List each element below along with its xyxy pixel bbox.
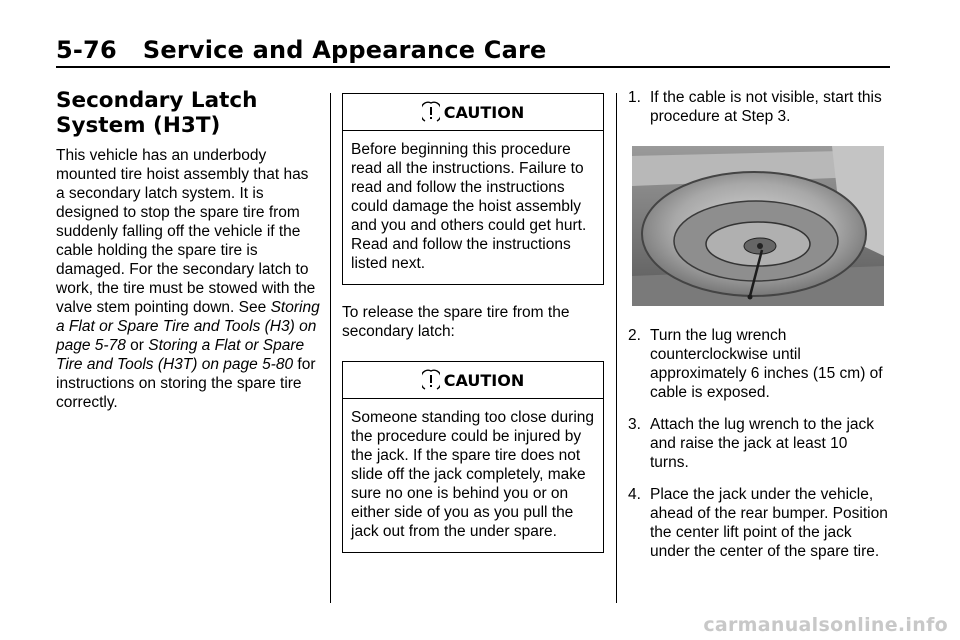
page-number: 5-76 [56,36,117,64]
watermark: carmanualsonline.info [703,614,948,636]
caution-label: CAUTION [443,370,525,390]
column-divider-right [616,93,617,603]
step-number: 4. [628,486,641,503]
intro-text: This vehicle has an underbody mounted tire hoist assembly that has a secondary latch system. It is designed to stop the spare tire from suddenly falling off the vehicle if the cable holding the spare tire is damaged. For the secondary latch to work, the tire must be stowed with the valve stem pointing down. [56,147,316,316]
step-text: Place the jack under the vehicle, ahead of the rear bumper. Position the center lift point of the jack under the center of the spare tire. [650,486,888,560]
step-number: 2. [628,327,641,344]
spare-tire-illustration [632,146,884,306]
chapter-title: Service and Appearance Care [142,36,547,64]
see-word: See [238,299,267,316]
page-header [56,36,547,64]
or-word: or [130,337,144,354]
step-item [628,485,890,561]
warning-icon [422,101,440,123]
caution-text: Someone standing too close during the procedure could be injured by the jack. If the spare tire does not slide off the jack completely, make sure no one is behind you or on either side of you as you pull the jack out from the under spare. [351,409,594,540]
step-text: Attach the lug wrench to the jack and raise the jack at least 10 turns. [650,416,875,471]
section-title: Secondary Latch System (H3T) [56,88,258,138]
column-right [628,88,890,574]
column-middle [342,93,604,553]
header-rule [56,66,890,68]
cross-reference-h3t[interactable]: Storing a Flat or Spare Tire and Tools (H3T) on page 5-80 [56,337,305,373]
step-number: 3. [628,416,641,433]
caution-box-2 [342,361,604,553]
release-instructions: To release the spare tire from the secondary latch: [342,304,570,340]
intro-paragraph [56,146,320,412]
step-item [628,415,890,472]
step-item [628,326,890,402]
caution-header [343,362,603,399]
warning-icon [422,369,440,391]
step-number: 1. [628,89,641,106]
caution-label: CAUTION [443,102,525,122]
caution-box-1 [342,93,604,285]
step-text: Turn the lug wrench counterclockwise until approximately 6 inches (15 cm) of cable is exposed. [650,327,883,401]
column-divider-left [330,93,331,603]
caution-text: Before beginning this procedure read all the instructions. Failure to read and follow the instructions could damage the hoist assembly and you and others could get hurt. Read and follow the instructions listed next. [351,141,587,272]
step-text: If the cable is not visible, start this procedure at Step 3. [650,89,882,125]
cross-reference-h3[interactable]: Storing a Flat or Spare Tire and Tools (H3) on page 5-78 [56,299,320,354]
caution-header [343,94,603,131]
closing-text: for instructions on storing the spare tire correctly. [56,356,316,411]
column-left [56,88,320,412]
step-item [628,88,890,126]
